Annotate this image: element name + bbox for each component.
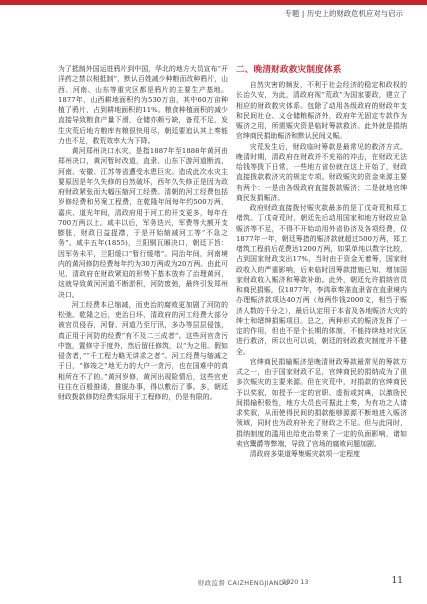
running-head-title: 专题 | 历史上的财政危机应对与启示 bbox=[284, 9, 403, 18]
left-paragraph-2: 黄河郑州决口水灾。是指1887年至1888年黄河由郑州决口，黄河暂时改道，直隶、山东下游河道断流，河南、安徽、江苏等省遭受水患巨灾。造成此次水灾主要原因是年久失修的自然破坏，西年久失修正是因为政府财政紧张而大幅压缩河工经费。清朝的河工经费包括岁修经费和另案工程费，在乾隆年间每年约500万两，嘉庆、道光年间，清政府用于河工的开支更多，每年在700万两以上。咸丰以后，军务迭兴，军费等大额开支膨胀，财政日益捉襟，于是开始缩减河工等“不急之务”。咸丰五年(1855)，兰阳铜瓦厢决口，朝廷下旨：因军务未平，兰阳缓口“暂行缓堵”。同治年间，河南境内的黄河修防经费每年约为30万两或为20万两。由此可见，清政府在财政紧迫的形势下基本放弃了治理黄河，这就导致黄河河道不断淤积，河防废弛，最终引发郑州决口。 bbox=[58, 147, 228, 299]
right-paragraph-4: 官绅商民捐输赈济是晚清财政筹款最常见的筹款方式之一，由于国家财政不足，官绅商民的捐纳成为了很多次赈灾的主要来源。但在灾荒中，对捐款的官绅商民予以奖叙，如授予一定的官职、虚衔或封典，以激励民间捐输积极性，地方大员也可据此上奏，为有功之人请求奖叙，从而使得民间的捐款能够源源不断地进入赈济领域，同时也为政府补充了财政之不足。但与此同时，捐纳制度的滥用也给吏治带来了一定的负面影响，诸如卖官鬻爵等弊端，导致了官场的腐败问题加剧。 bbox=[236, 357, 407, 448]
left-paragraph-3: 河工经费本已缩减，而吏治的腐败更加剧了河防的松弛。乾隆之后，吏治日坏，清政府的河工经费大部分被官员侵吞，河督、河道乃至厅汛，多办等层层侵蚀，真正用于河防的经费“有不及二三成者”。这些河官贪污中饱，置修守于度外，然后留任修筑，以“为之用。假如侵贪者，”“千工程力略无讲求之者”。河工经费与缩减之于日，“修竣之”地无力的大户一贪污，也在国难中的真相所在不了的。”黄河岁修，黄河出现险情后，这些官吏往往在百般推诿，推脱办事，得以敷衍了事。多，朝廷财政拨款修防经费实际用于工程修的，仍是有限的。 bbox=[58, 300, 228, 401]
right-text-column bbox=[236, 64, 407, 459]
right-paragraph-2: 灾荒发生后，财政临时筹款是最常见的救济方式。晚清时期，清政府在财政并不充裕的冲击，在财政无法给钱等拨下日常，一些地方省份就在这上开始了，财政直接拨款救济灾的规定专项。财政赈灾的资金来源主要有两个：一是由各级政府直接拨款赈济；二是就地官绅商民发捐赈济。 bbox=[236, 142, 407, 202]
right-paragraph-1: 自然灾害的频发，不利于社会经济的稳定和政权的长治久安，为此，清政府视“荒政”为国家要政，建立了相应的财政救灾体系。包除了动用各级政府的财政年支和民间社仓、义仓储粮赈济外，政府年无固定专款作为赈济之用，所需赈灾资是临时筹款救济。此外就是捐纳官绅商民捐助赈济和默认民间义赈。 bbox=[236, 81, 407, 141]
left-text-column bbox=[58, 64, 228, 402]
right-paragraph-5: 清政府多渠道筹集赈灾款项一定程度 bbox=[249, 450, 360, 458]
right-paragraph-3: 政府财政直接拨付赈灾款最多的是丁戊奇荒和郑工堵筑。丁戊奇荒时，朝廷先后动用国家和地方财政应急赈济等不足，不得不开始动用外省协济及各项经费，仅1877年一年，朝廷筹措的赈济款就超过500万两，郑工堵筑工程前后花费达1200万两，如果单纯以数字比较，占到国家财政支出17%，当时由于资金无着筹，国家财政收入的严重影响，后来临时因筹款措施已知，增加国家财政收入赈济和筹款补助。此外，朝廷允许捐纳官员和商民捐赈，仅1877年，李鸿章奏准直隶省在直隶境内办理赈济款项达40万两（每两作钱2000文，相当于赈济人数的千分之），最后认定用于本省及各地赈济大灾的绅士和缙绅捐赈项目。总之，两种形式的赈济发挥了一定的作用，但也不是个长期的体制，不能持续地对灾区进行救济，所以也可以说，朝廷的财政救灾制度并不健全。 bbox=[236, 204, 407, 356]
left-paragraph-1: 为了抵制外国运进鸦片到中国，华北的地方大员宣布“开洋药之禁以相抵制”，默认百姓减少种粮而改种鸦片，山西、河南、山东等重灾区都是鸦片的主要生产基地。1877年，山西耕地面积约为530万亩，其中60万亩种植了鸦片，占到耕地面积的11%。粮食种植面积的减少直接导致粮食产量下滑，仓储亦颇亏缺，备荒不足，发生灾荒后地方粮库有粮很快用尽，朝廷要追认其上奏能力也不足，救荒效率大为下降。 bbox=[58, 65, 228, 145]
header-accent-bar bbox=[0, 0, 427, 5]
footer-magazine-name: 财政监督 CAIZHENGJIANDU bbox=[198, 579, 290, 587]
section-heading: 二、晚清财政救灾制度体系 bbox=[236, 65, 342, 75]
footer-issue-number: 2020 13 bbox=[282, 578, 309, 586]
page-number: 11 bbox=[391, 576, 403, 586]
page-footer bbox=[58, 576, 403, 588]
